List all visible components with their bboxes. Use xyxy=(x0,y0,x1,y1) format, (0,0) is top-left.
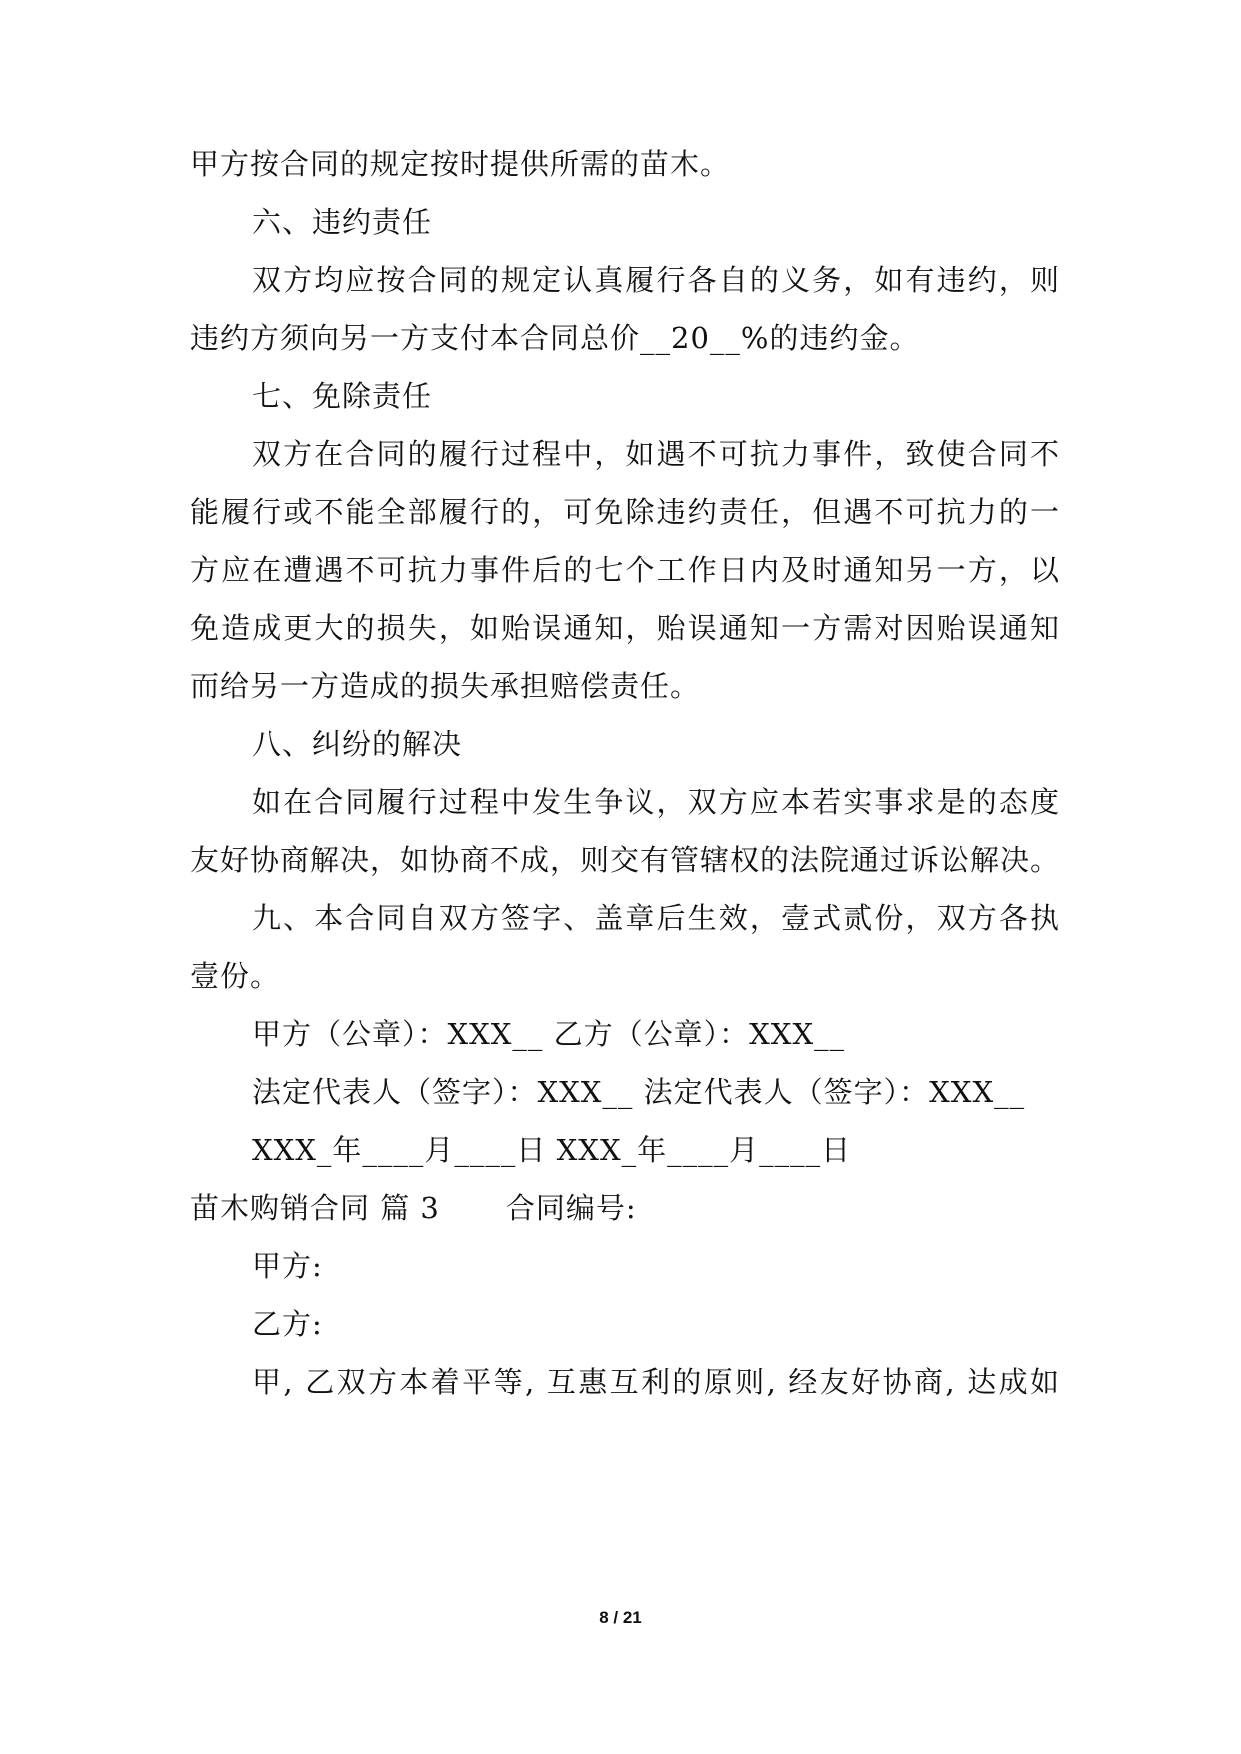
paragraph-line: 双方在合同的履行过程中，如遇不可抗力事件，致使合同不 xyxy=(252,437,1060,471)
paragraph-line: 甲方按合同的规定按时提供所需的苗木。 xyxy=(190,147,731,181)
paragraph-line: 而给另一方造成的损失承担赔偿责任。 xyxy=(190,669,701,703)
contract-number-label: 合同编号: xyxy=(505,1191,637,1225)
paragraph-line: 违约方须向另一方支付本合同总价__20__%的违约金。 xyxy=(190,321,920,355)
contract-title-line xyxy=(190,1188,1060,1228)
paragraph-line: 甲, 乙双方本着平等, 互惠互利的原则, 经友好协商, 达成如 xyxy=(252,1365,1060,1399)
signature-date-line: XXX_年____月____日 XXX_年____月____日 xyxy=(252,1133,852,1167)
contract-title: 苗木购销合同 篇 3 xyxy=(190,1191,440,1225)
section-heading-exemption: 七、免除责任 xyxy=(252,379,433,413)
paragraph-line: 如在合同履行过程中发生争议，双方应本若实事求是的态度 xyxy=(252,785,1060,819)
page-number: 8 / 21 xyxy=(599,1608,642,1627)
signature-seal-line: 甲方（公章）：XXX__ 乙方（公章）：XXX__ xyxy=(252,1017,846,1051)
paragraph-line: 免造成更大的损失，如贻误通知，贻误通知一方需对因贻误通知 xyxy=(190,611,1060,645)
paragraph-line: 方应在遭遇不可抗力事件后的七个工作日内及时通知另一方，以 xyxy=(190,553,1060,587)
paragraph-line: 友好协商解决，如协商不成，则交有管辖权的法院通过诉讼解决。 xyxy=(190,843,1061,877)
section-heading-breach: 六、违约责任 xyxy=(252,205,433,239)
section-heading-dispute: 八、纠纷的解决 xyxy=(252,727,463,761)
paragraph-line: 九、本合同自双方签字、盖章后生效，壹式贰份，双方各执 xyxy=(252,901,1060,935)
paragraph-line: 壹份。 xyxy=(190,959,281,993)
party-b-label: 乙方: xyxy=(252,1307,323,1341)
party-a-label: 甲方: xyxy=(252,1249,323,1283)
signature-representative-line: 法定代表人（签字）：XXX__ 法定代表人（签字）：XXX__ xyxy=(252,1075,1026,1109)
paragraph-line: 双方均应按合同的规定认真履行各自的义务，如有违约，则 xyxy=(252,263,1060,297)
paragraph-line: 能履行或不能全部履行的，可免除违约责任，但遇不可抗力的一 xyxy=(190,495,1060,529)
